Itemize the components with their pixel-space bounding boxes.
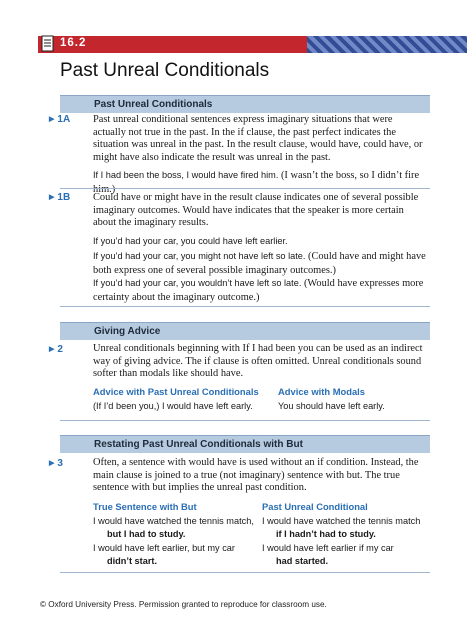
page-title: Past Unreal Conditionals (60, 60, 270, 81)
example-1b-1: If you’d had your car, you could have left earlier. (93, 236, 288, 246)
subhead-past-unreal: Past Unreal Conditional (262, 501, 368, 512)
example-unreal-1: I would have watched the tennis match if I hadn’t had to study. (262, 516, 421, 539)
example-advice-conditional: (If I’d been you,) I would have left early. (93, 401, 253, 411)
divider (60, 306, 430, 307)
example-true-1: I would have watched the tennis match, but I had to study. (93, 516, 254, 539)
rule-1b-text: Could have or might have in the result clause indicates one of several possible imaginary outcomes. Would have indicates that the speaker is more certain about the imaginary results. (93, 192, 419, 228)
section-heading-restating: Restating Past Unreal Conditionals with But (60, 435, 430, 453)
rule-1a-text: Past unreal conditional sentences express imaginary situations that were actually not true in the past. In the if clause, the past perfect indicates the situation was unreal in the past. In the result clause, would have, could have, or might have also indicate the result was unreal in the past. (93, 114, 423, 163)
subhead-advice-conditionals: Advice with Past Unreal Conditionals (93, 386, 259, 397)
divider (60, 572, 430, 573)
example-unreal-2: I would have left earlier if my car had started. (262, 543, 394, 566)
rule-tag-1b: ▶ 1B (49, 192, 70, 203)
rule-3-text: Often, a sentence with would have is used without an if condition. Instead, the main clause is joined to a true (not imaginary) sentence with but. The true sentence with but implies the unreal past condition. (93, 457, 419, 493)
section-heading-past-unreal: Past Unreal Conditionals (60, 95, 430, 113)
divider (60, 188, 430, 189)
worksheet-icon (41, 35, 55, 53)
example-1b-3: If you’d had your car, you wouldn’t have left so late. (Would have expresses more certainty about the imaginary outcome.) (93, 278, 424, 303)
subhead-advice-modals: Advice with Modals (278, 386, 365, 397)
rule-tag-3: ▶ 3 (49, 458, 63, 469)
divider (60, 420, 430, 421)
rule-tag-1a: ▶ 1A (49, 114, 70, 125)
subhead-true-sentence: True Sentence with But (93, 501, 197, 512)
example-1a: If I had been the boss, I would have fired him. (I wasn’t the boss, so I didn’t fire him.) (93, 170, 420, 195)
copyright-footer: © Oxford University Press. Permission granted to reproduce for classroom use. (40, 600, 327, 609)
rule-2-text: Unreal conditionals beginning with If I had been you can be used as an indirect way of giving advice. The if clause is often omitted. Unreal conditionals sound softer than modals like should have. (93, 343, 423, 379)
rule-tag-2: ▶ 2 (49, 344, 63, 355)
section-number: 16.2 (60, 37, 87, 49)
decorative-pattern (307, 36, 467, 53)
example-1b-2: If you’d had your car, you might not have left so late. (Could have and might have both express one of several possible imaginary outcomes.) (93, 251, 426, 276)
section-bar (38, 36, 467, 53)
example-advice-modal: You should have left early. (278, 401, 385, 411)
example-true-2: I would have left earlier, but my car didn’t start. (93, 543, 235, 566)
section-heading-advice: Giving Advice (60, 322, 430, 340)
